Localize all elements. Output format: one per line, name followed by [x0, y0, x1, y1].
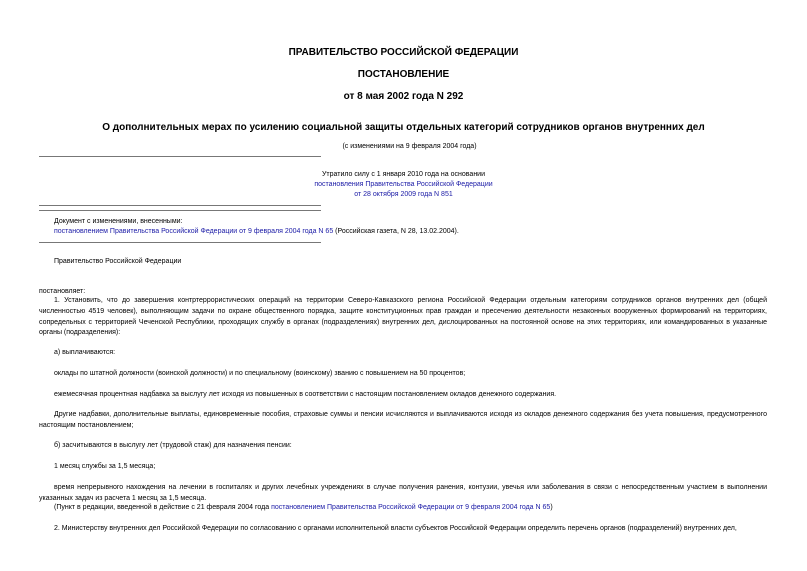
- validity-link-line2[interactable]: постановления Правительства Российской Федерации: [314, 181, 493, 188]
- divider: [39, 205, 321, 206]
- validity-link-line3[interactable]: от 28 октября 2009 года N 851: [354, 191, 453, 198]
- item-a1: оклады по штатной должности (воинской должности) и по специальному (воинскому) званию с повышением на 50 процентов;: [54, 370, 466, 377]
- item-a2: ежемесячная процентная надбавка за выслугу лет исходя из повышенных в соответствии с настоящим постановлением окладов денежного содержания.: [54, 391, 557, 398]
- edition-note-link[interactable]: постановлением Правительства Российской Федерации от 9 февраля 2004 года N 65: [271, 504, 551, 511]
- item-b: б) засчитываются в выслугу лет (трудовой стаж) для назначения пенсии:: [54, 442, 292, 449]
- validity-line1: Утратило силу с 1 января 2010 года на основании: [321, 171, 486, 178]
- changes-link[interactable]: постановлением Правительства Российской Федерации от 9 февраля 2004 года N 65: [54, 228, 334, 235]
- divider: [39, 156, 321, 157]
- resolves-line: постановляет:: [39, 288, 86, 295]
- divider: [39, 242, 321, 243]
- divider: [39, 210, 321, 211]
- other-allowances: Другие надбавки, дополнительные выплаты, единовременные пособия, страховые суммы и пенсии исчисляются и выплачиваются исходя из окладов денежного содержания без учета повышения, предусмотренного настоящим постановлением;: [39, 411, 767, 429]
- item-a: а) выплачиваются:: [54, 349, 116, 356]
- paragraph-1: 1. Установить, что до завершения контртеррористических операций на территории Северо-Кавказского региона Российской Федерации отдельным категориям сотрудников органов внутренних дел (общей численностью 4519 человек), выполняющим задачи по охране общественного порядка, защите конституционных прав граждан и пресечению деятельности незаконных вооруженных формирований на территориях, сопредельных с территорией Чеченской Республики, проходящих службу в органах (подразделениях) внутренних дел, дислоцированных на постоянной основе на этих территориях, или командированных в указанные органы (подразделения):: [39, 297, 767, 337]
- changes-reference: [54, 227, 459, 238]
- changes-label: Документ с изменениями, внесенными:: [54, 218, 183, 225]
- amendment-note: (с изменениями на 9 февраля 2004 года): [342, 143, 477, 150]
- edition-note-prefix: (Пункт в редакции, введенной в действие с 21 февраля 2004 года: [54, 504, 272, 511]
- document-title: О дополнительных мерах по усилению социальной защиты отдельных категорий сотрудников органов внутренних дел: [102, 122, 705, 133]
- edition-note-suffix: ): [550, 504, 553, 511]
- paragraph-2: 2. Министерству внутренних дел Российской Федерации по согласованию с органами исполнительной власти субъектов Российской Федерации определить перечень органов (подразделений) внутренних дел,: [54, 525, 737, 532]
- government-line: Правительство Российской Федерации: [54, 258, 182, 265]
- item-b1: 1 месяц службы за 1,5 месяца;: [54, 463, 156, 470]
- changes-source: (Российская газета, N 28, 13.02.2004).: [333, 228, 459, 235]
- item-b2: время непрерывного нахождения на лечении в госпиталях и других лечебных учреждениях в случае получения ранения, контузии, увечья или заболевания в связи с непосредственным участием в выполнении указанных задач из расчета 1 месяц за 1,5 месяца.: [39, 484, 767, 502]
- date-number-heading: от 8 мая 2002 года N 292: [343, 91, 464, 102]
- doc-type-heading: ПОСТАНОВЛЕНИЕ: [357, 69, 450, 80]
- org-heading: ПРАВИТЕЛЬСТВО РОССИЙСКОЙ ФЕДЕРАЦИИ: [288, 47, 519, 58]
- edition-note: [54, 503, 553, 514]
